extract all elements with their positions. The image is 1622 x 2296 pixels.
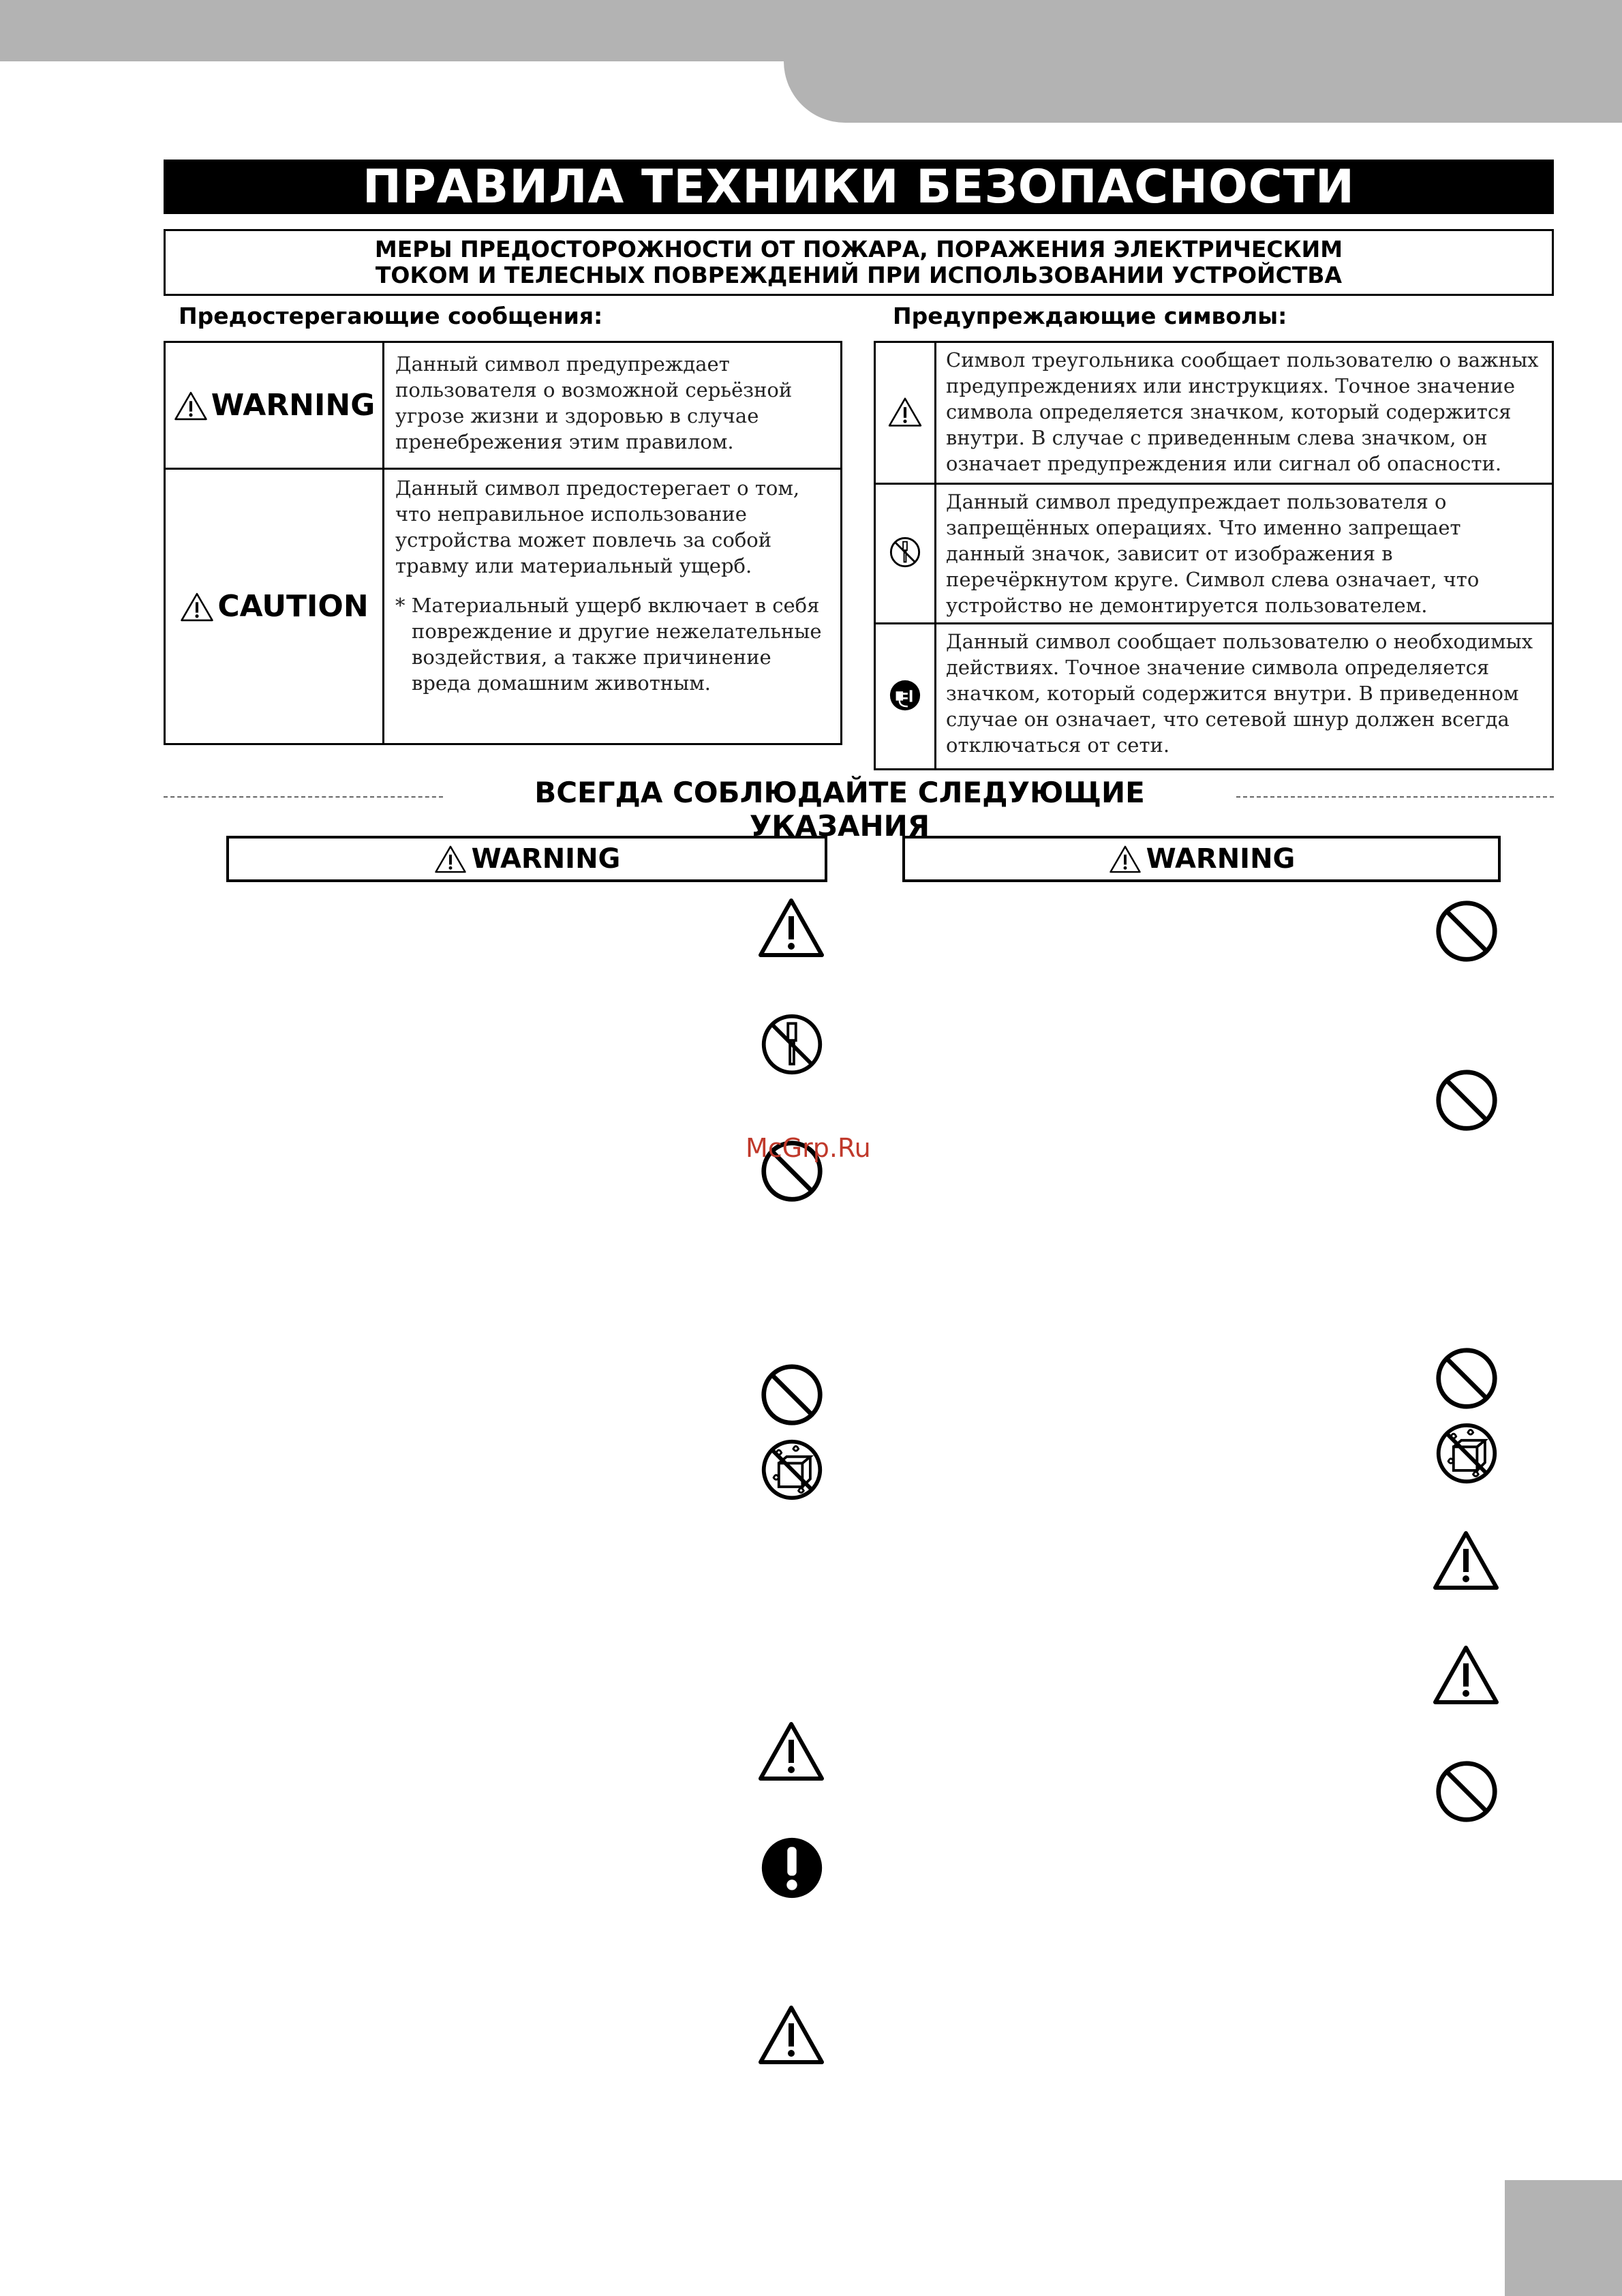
warning-triangle-icon (173, 390, 209, 421)
prohibited-icon (1434, 898, 1499, 964)
always-follow-heading: ВСЕГДА СОБЛЮДАЙТЕ СЛЕДУЮЩИЕ УКАЗАНИЯ (450, 776, 1229, 843)
prohibited-icon (1434, 1759, 1499, 1824)
triangle-warning-icon (756, 897, 826, 958)
warning-triangle-icon (433, 844, 468, 874)
symbol-text-line: запрещённых операциях. Что именно запрещает (946, 516, 1461, 539)
triangle-warning-icon (887, 395, 923, 428)
left-warning-label: WARNING (471, 843, 621, 875)
symbols-table (874, 341, 1554, 770)
symbol-text-line: Данный символ предупреждает пользователя о (946, 490, 1447, 513)
symbol-text-line: случае он означает, что сетевой шнур должен всегда (946, 708, 1510, 731)
warning-label: WARNING (211, 388, 376, 423)
dashed-rule-right (1236, 796, 1554, 798)
symbol-text-line: Символ треугольника сообщает пользователю о важных (946, 348, 1539, 372)
symbol-text-line: символа определяется значком, который содержится (946, 400, 1512, 423)
warning-row (165, 342, 842, 469)
caution-triangle-icon (179, 591, 215, 622)
triangle-warning-icon (1431, 1644, 1501, 1706)
symbol-text-line: перечёркнутом круге. Символ слева означает, что (946, 568, 1480, 591)
symbol-row (875, 484, 1553, 624)
right-warning-header (902, 836, 1501, 882)
warning-text-line: угрозе жизни и здоровью в случае (395, 404, 759, 427)
watermark: McGrp.Ru (746, 1133, 871, 1163)
page-corner-block (1505, 2180, 1622, 2296)
caution-note-line: воздействия, а также причинение (412, 646, 771, 669)
warning-triangle-icon (1108, 844, 1142, 874)
symbol-text-line: означает предупреждения или сигнал об опасности. (946, 452, 1502, 475)
right-warning-label: WARNING (1146, 843, 1296, 875)
caution-row (165, 469, 842, 744)
subtitle-line-1: МЕРЫ ПРЕДОСТОРОЖНОСТИ ОТ ПОЖАРА, ПОРАЖЕНИЯ ЭЛЕКТРИЧЕСКИМ (374, 236, 1343, 262)
triangle-warning-icon (756, 2004, 826, 2066)
symbol-text-line: значком, который содержится внутри. В приведенном (946, 682, 1519, 705)
unplug-icon (889, 679, 921, 712)
caution-note-line: повреждение и другие нежелательные (412, 620, 822, 643)
warning-text-line: пренебрежения этим правилом. (395, 430, 734, 453)
symbol-text-line: данный значок, зависит от изображения в (946, 542, 1393, 565)
caution-text-line: травму или материальный ущерб. (395, 554, 752, 577)
left-warning-header (226, 836, 827, 882)
warning-text-line: Данный символ предупреждает (395, 352, 730, 376)
caution-text-line: устройства может повлечь за собой (395, 528, 772, 552)
prohibited-icon (1434, 1068, 1499, 1133)
triangle-warning-icon (1431, 1530, 1501, 1591)
caution-note-line: вреда домашним животным. (412, 671, 711, 695)
no-water-icon (759, 1437, 825, 1502)
prohibited-icon (759, 1362, 825, 1428)
symbol-text-line: действиях. Точное значение символа определяется (946, 656, 1490, 679)
symbol-text-line: отключаться от сети. (946, 734, 1170, 757)
no-disassembly-icon (759, 1012, 825, 1077)
caution-text-line: что неправильное использование (395, 502, 747, 526)
triangle-warning-icon (756, 1721, 826, 1782)
caution-text-line: Данный символ предостерегает о том, (395, 477, 800, 500)
symbol-text-line: внутри. В случае с приведенным слева значком, он (946, 426, 1488, 449)
symbol-text-line: Данный символ сообщает пользователю о необходимых (946, 630, 1533, 653)
symbol-row (875, 624, 1553, 770)
messages-heading: Предостерегающие сообщения: (179, 303, 603, 329)
messages-table (164, 341, 842, 745)
caution-note-line: * Материальный ущерб включает в себя (395, 594, 820, 617)
mandatory-action-icon (759, 1835, 825, 1901)
subtitle-line-2: ТОКОМ И ТЕЛЕСНЫХ ПОВРЕЖДЕНИЙ ПРИ ИСПОЛЬЗОВАНИИ УСТРОЙСТВА (375, 262, 1343, 288)
symbol-row (875, 342, 1553, 484)
symbol-text-line: предупреждениях или инструкциях. Точное значение (946, 374, 1516, 397)
page-title: ПРАВИЛА ТЕХНИКИ БЕЗОПАСНОСТИ (164, 160, 1554, 214)
no-water-icon (1434, 1421, 1499, 1486)
warning-text-line: пользователя о возможной серьёзной (395, 378, 793, 402)
prohibited-icon (1434, 1346, 1499, 1411)
caution-label: CAUTION (217, 589, 369, 624)
symbol-text-line: устройство не демонтируется пользователем. (946, 594, 1428, 617)
top-tab (784, 41, 1622, 123)
no-disassembly-icon (889, 536, 921, 569)
symbols-heading: Предупреждающие символы: (893, 303, 1287, 329)
subtitle-box (164, 229, 1554, 296)
dashed-rule-left (164, 796, 443, 798)
